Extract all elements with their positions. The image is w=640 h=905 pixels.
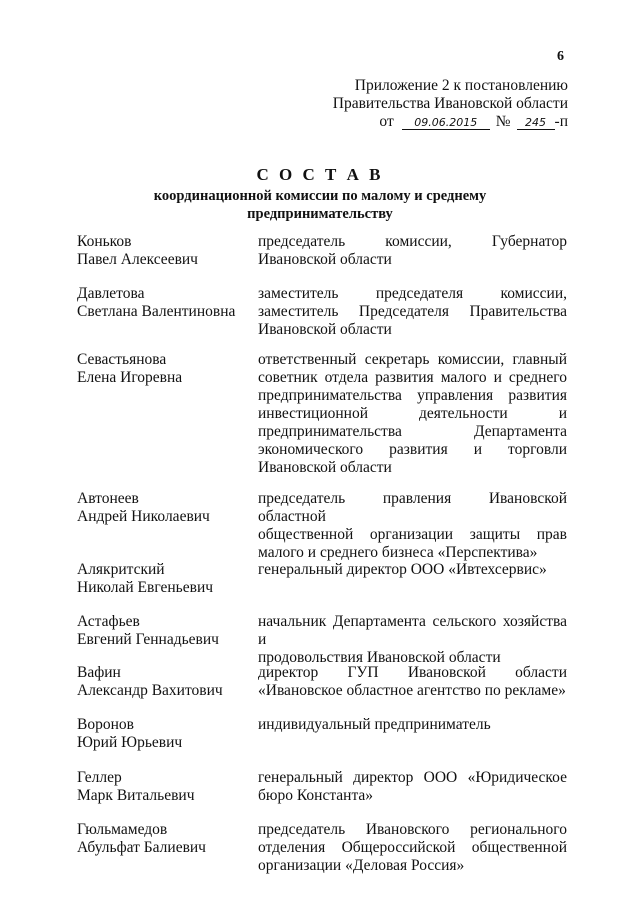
document-title <box>0 165 640 223</box>
date-prefix: от <box>379 113 394 130</box>
appendix-line-2: Правительства Ивановской области <box>332 95 568 112</box>
role-line: заместитель председателя комиссии, <box>258 285 567 302</box>
role-line: инвестиционной деятельности и <box>258 405 567 422</box>
number-suffix: -п <box>554 113 568 130</box>
role-line: заместитель Председателя Правительства <box>258 303 567 320</box>
member-name <box>77 561 247 597</box>
member-role <box>258 664 567 700</box>
member-surname: Вафин <box>77 664 121 681</box>
role-line: председатель правления Ивановской областной <box>258 490 567 525</box>
member-role <box>258 233 567 269</box>
role-line: генеральный директор ООО «Юридическое <box>258 769 567 786</box>
title-subtitle: координационной комиссии по малому и среднему предпринимательству <box>153 188 487 222</box>
role-line: индивидуальный предприниматель <box>258 716 491 733</box>
page-number: 6 <box>557 49 564 64</box>
role-line: директор ГУП Ивановской области <box>258 664 567 681</box>
member-role <box>258 716 567 734</box>
title-heading: С О С Т А В <box>256 165 384 184</box>
role-line: Ивановской области <box>258 459 392 476</box>
member-given-names: Абульфат Балиевич <box>77 839 206 856</box>
handwritten-number: 245 <box>517 116 555 130</box>
role-line: генеральный директор ООО «Ивтехсервис» <box>258 561 547 578</box>
member-surname: Севастьянова <box>77 351 167 368</box>
member-role <box>258 821 567 875</box>
role-line: председатель комиссии, Губернатор <box>258 233 567 250</box>
member-given-names: Юрий Юрьевич <box>77 734 183 751</box>
member-given-names: Павел Алексеевич <box>77 251 198 268</box>
appendix-date-line <box>268 113 568 131</box>
role-line: председатель Ивановского регионального <box>258 821 567 838</box>
role-line: «Ивановское областное агентство по рекламе» <box>258 682 566 699</box>
member-surname: Автонеев <box>77 490 139 507</box>
member-name <box>77 490 247 526</box>
member-role <box>258 490 567 562</box>
member-surname: Геллер <box>77 769 122 786</box>
member-name <box>77 821 247 857</box>
role-line: организации «Деловая Россия» <box>258 857 465 874</box>
member-surname: Давлетова <box>77 285 145 302</box>
member-name <box>77 716 247 752</box>
role-line: общественной организации защиты прав <box>258 526 567 543</box>
role-line: Ивановской области <box>258 251 392 268</box>
member-role <box>258 613 567 667</box>
role-line: советник отдела развития малого и среднего <box>258 369 567 386</box>
number-sign: № <box>495 113 511 130</box>
member-surname: Гюльмамедов <box>77 821 168 838</box>
role-line: малого и среднего бизнеса «Перспектива» <box>258 544 538 561</box>
role-line: предпринимательства управления развития <box>258 387 567 404</box>
member-name <box>77 233 247 269</box>
member-given-names: Евгений Геннадьевич <box>77 631 219 648</box>
appendix-header <box>268 77 568 131</box>
member-name <box>77 769 247 805</box>
role-line: бюро Константа» <box>258 787 374 804</box>
role-line: ответственный секретарь комиссии, главный <box>258 351 567 368</box>
member-given-names: Николай Евгеньевич <box>77 579 214 596</box>
handwritten-date: 09.06.2015 <box>402 116 490 130</box>
member-surname: Алякритский <box>77 561 165 578</box>
role-line: отделения Общероссийской общественной <box>258 839 567 856</box>
member-surname: Воронов <box>77 716 134 733</box>
member-role <box>258 285 567 339</box>
role-line: экономического развития и торговли <box>258 441 567 458</box>
member-given-names: Андрей Николаевич <box>77 508 210 525</box>
member-name <box>77 351 247 387</box>
member-name <box>77 285 247 321</box>
member-role <box>258 769 567 805</box>
member-given-names: Марк Витальевич <box>77 787 195 804</box>
member-surname: Коньков <box>77 233 132 250</box>
member-name <box>77 613 247 649</box>
member-surname: Астафьев <box>77 613 140 630</box>
role-line: предпринимательства Департамента <box>258 423 567 440</box>
appendix-line-1: Приложение 2 к постановлению <box>354 77 568 94</box>
role-line: начальник Департамента сельского хозяйства и <box>258 613 567 648</box>
member-name <box>77 664 247 700</box>
member-given-names: Александр Вахитович <box>77 682 223 699</box>
member-role <box>258 561 567 579</box>
role-line: Ивановской области <box>258 321 392 338</box>
role-line: продовольствия Ивановской области <box>258 649 501 666</box>
member-given-names: Светлана Валентиновна <box>77 303 236 320</box>
member-role <box>258 351 567 477</box>
member-given-names: Елена Игоревна <box>77 369 183 386</box>
